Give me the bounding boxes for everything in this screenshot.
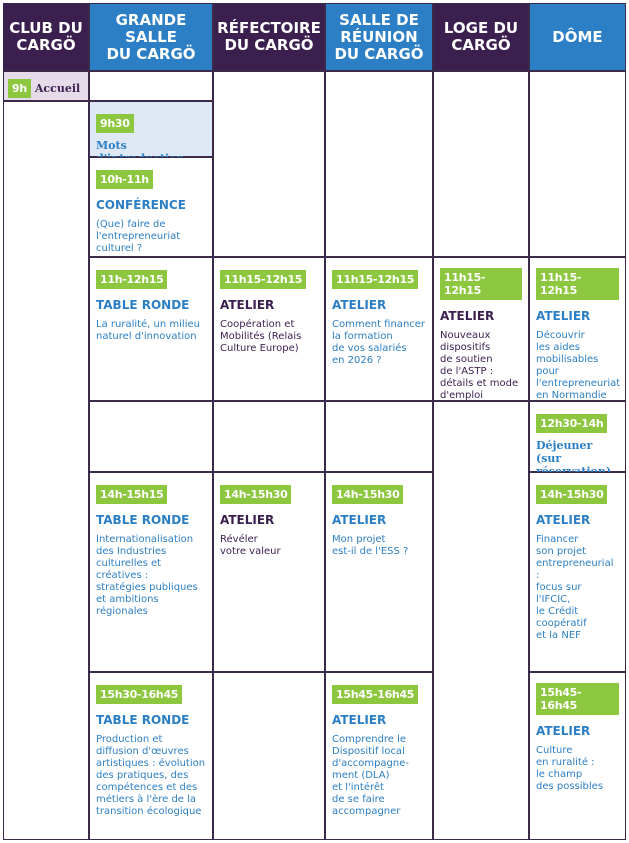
event-description: Culture en ruralité : le champ des possibles: [536, 745, 604, 792]
lunch-label: Déjeuner (sur: [536, 439, 593, 465]
accueil-label: Accueil: [34, 82, 81, 95]
cell-salle-reunion-lunch: [325, 401, 433, 472]
event-description: Coopération et Mobilités (Relais Culture Europe): [220, 319, 302, 354]
cell-grande-salle-lunch: [89, 401, 213, 472]
cell-grande-salle-2: [89, 257, 213, 401]
event-description: (Que) faire de l'entrepreneuriat culturel ?: [96, 219, 181, 254]
cell-grande-salle-5: [89, 672, 213, 840]
event-description: Révéler votre valeur: [220, 534, 281, 557]
event-time: 15h45-16h45: [332, 685, 418, 704]
event-block: [326, 268, 432, 367]
event-type: TABLE RONDE: [96, 713, 190, 727]
event-type: TABLE RONDE: [96, 298, 190, 312]
event-type: ATELIER: [332, 298, 387, 312]
lunch-cell: [529, 401, 626, 472]
event-time: 14h-15h30: [220, 485, 291, 504]
event-time: 14h-15h30: [332, 485, 403, 504]
event-type: ATELIER: [536, 309, 591, 323]
event-block: [90, 268, 212, 343]
cell-grande-salle-4: [89, 472, 213, 672]
header-salle-de-reunion: SALLE DE RÉUNION DU CARGÖ: [325, 3, 433, 71]
header-dome: DÔME: [529, 3, 626, 71]
event-description: Internationalisation des Industries culturelles et créatives : stratégies publiques et ambitions régionales: [96, 534, 198, 617]
grande-salle-empty-top: [89, 71, 213, 101]
event-description: Production et diffusion d'œuvres artistiques : évolution des pratiques, des compétences et des métiers à l'ère de la transition écologique: [96, 734, 206, 817]
header-loge-du-cargo: LOGE DU CARGÖ: [433, 3, 529, 71]
event-type: TABLE RONDE: [96, 513, 190, 527]
event-block: [530, 268, 625, 402]
event-type: ATELIER: [332, 713, 387, 727]
cell-salle-reunion-2: [325, 257, 433, 401]
event-block: [90, 683, 212, 818]
event-time: 14h-15h30: [536, 485, 607, 504]
event-block: [90, 483, 212, 618]
event-time: 11h-12h15: [96, 270, 167, 289]
event-description: La ruralité, un milieu naturel d'innovation: [96, 319, 200, 342]
event-description: Comprendre le Dispositif local d'accompagne- ment (DLA) et l'intérêt de se faire accompagner: [332, 734, 410, 817]
event-block: [326, 683, 432, 818]
event-time: 15h45-16h45: [536, 683, 619, 715]
header-club-du-cargo: CLUB DU CARGÖ: [3, 3, 89, 71]
cell-loge-bottom: [433, 401, 529, 840]
cell-salle-reunion-top: [325, 71, 433, 257]
lunch-event: [530, 412, 625, 478]
cell-dome-2: [529, 257, 626, 401]
event-type: ATELIER: [536, 513, 591, 527]
event-time: 11h15-12h15: [220, 270, 306, 289]
cell-refectoire-2: [213, 257, 325, 401]
event-description: Comment financer la formation de vos salariés en 2026 ?: [332, 319, 426, 366]
event-time: 11h15-12h15: [440, 268, 522, 300]
event-type: CONFÉRENCE: [96, 198, 186, 212]
event-time: 10h-11h: [96, 170, 153, 189]
event-block: [530, 683, 625, 793]
cell-refectoire-top: [213, 71, 325, 257]
event-description: Nouveaux dispositifs de soutien de l'ASTP : détails et mode d'emploi: [440, 330, 519, 401]
event-type: ATELIER: [220, 298, 275, 312]
event-block: [326, 483, 432, 558]
cell-dome-top: [529, 71, 626, 257]
cell-refectoire-lunch: [213, 401, 325, 472]
cell-refectoire-5: [213, 672, 325, 840]
intro-label: Mots: [96, 139, 127, 152]
event-time: 11h15-12h15: [536, 268, 619, 300]
cell-dome-4: [529, 472, 626, 672]
event-block: [90, 168, 212, 255]
intro-cell: [89, 101, 213, 157]
event-type: ATELIER: [220, 513, 275, 527]
club-empty-cell: [3, 101, 89, 840]
event-description: Découvrir les aides mobilisables pour l'entrepreneuriat en Normandie: [536, 330, 621, 401]
cell-loge-2: [433, 257, 529, 401]
event-block: [214, 483, 324, 558]
cell-salle-reunion-4: [325, 472, 433, 672]
event-block: [434, 268, 528, 402]
accueil-event: [8, 79, 80, 98]
cell-refectoire-4: [213, 472, 325, 672]
cell-dome-5: [529, 672, 626, 840]
event-time: 11h15-12h15: [332, 270, 418, 289]
accueil-time: 9h: [8, 79, 31, 98]
event-time: 14h-15h15: [96, 485, 167, 504]
event-description: Financer son projet entrepreneurial : focus sur l'IFCIC, le Crédit coopératif et la NEF: [536, 534, 614, 641]
lunch-time: 12h30-14h: [536, 414, 607, 433]
header-grande-salle: GRANDE SALLE DU CARGÖ: [89, 3, 213, 71]
event-block: [214, 268, 324, 355]
cell-loge-top: [433, 71, 529, 257]
cell-salle-reunion-5: [325, 672, 433, 840]
event-block: [530, 483, 625, 642]
event-type: ATELIER: [440, 309, 495, 323]
event-description: Mon projet est-il de l'ESS ?: [332, 534, 409, 557]
event-time: 15h30-16h45: [96, 685, 182, 704]
cell-grande-salle-1: [89, 157, 213, 257]
accueil-cell: [3, 71, 89, 101]
event-type: ATELIER: [536, 724, 591, 738]
event-type: ATELIER: [332, 513, 387, 527]
intro-time: 9h30: [96, 114, 134, 133]
header-refectoire: RÉFECTOIRE DU CARGÖ: [213, 3, 325, 71]
